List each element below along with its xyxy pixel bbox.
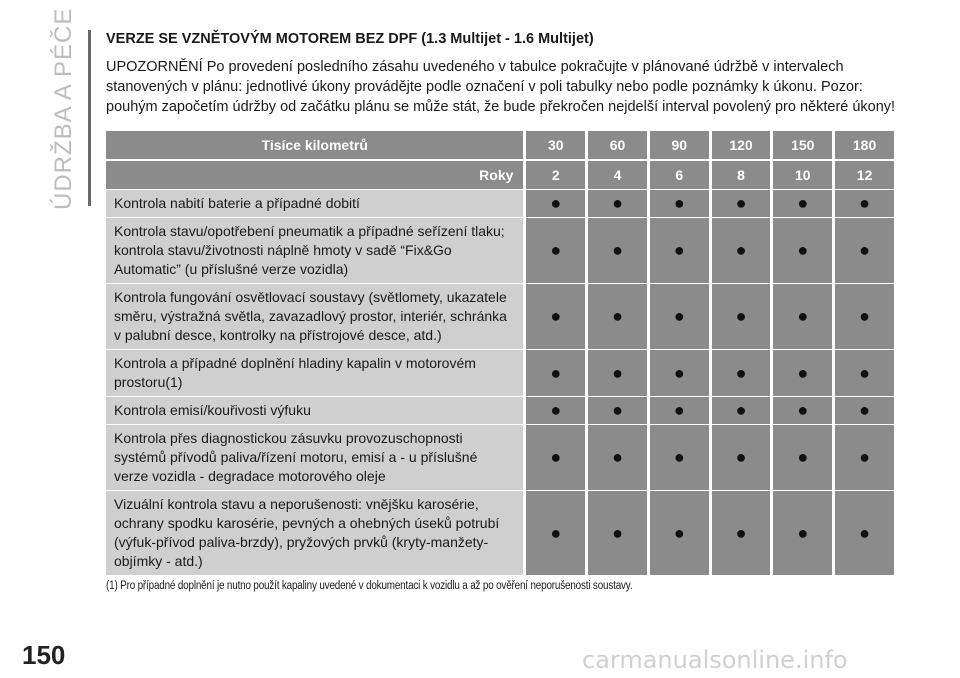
section-divider (88, 30, 91, 206)
header-years-cell: 4 (588, 161, 647, 190)
interval-dot: ● (588, 425, 647, 491)
header-years-cell: 6 (650, 161, 709, 190)
interval-dot: ● (526, 491, 585, 576)
table-row (106, 218, 894, 284)
interval-dot: ● (526, 284, 585, 350)
table-row (106, 491, 894, 576)
row-label: Kontrola a případné doplnění hladiny kapalin v motorovém prostoru(1) (106, 350, 523, 397)
interval-dot: ● (835, 190, 894, 218)
watermark: carmanualsonline.info (582, 646, 848, 674)
intro-paragraph: UPOZORNĚNÍ Po provedení posledního zásahu uvedeného v tabulce pokračujte v plánované údržbě v intervalech stanovených v plánu: jednotlivé úkony provádějte podle označení v poli tabulky nebo podle poznámky k úkonu. Pozor: pouhým započetím údržby od začátku plánu se může stát, že bude překročen nejdelší interval povolený pro některé úkony! (106, 59, 896, 115)
row-label: Vizuální kontrola stavu a neporušenosti: vnějšku karosérie, ochrany spodku karosérie, pevných a ohebných úseků potrubí (výfuk-přívod paliva-brzdy), pryžových prvků (kryty-manžety-objímky - atd.) (106, 491, 523, 576)
section-heading: VERZE SE VZNĚTOVÝM MOTOREM BEZ DPF (1.3 Multijet - 1.6 Multijet) (106, 31, 594, 47)
table-row (106, 284, 894, 350)
interval-dot: ● (773, 350, 832, 397)
interval-dot: ● (526, 425, 585, 491)
interval-dot: ● (712, 190, 771, 218)
interval-dot: ● (650, 218, 709, 284)
header-km-cell: 150 (773, 131, 832, 159)
interval-dot: ● (712, 397, 771, 425)
header-years-cell: 8 (712, 161, 771, 190)
interval-dot: ● (588, 284, 647, 350)
interval-dot: ● (712, 350, 771, 397)
interval-dot: ● (835, 491, 894, 576)
page-content (106, 30, 896, 592)
header-km-label: Tisíce kilometrů (106, 131, 523, 159)
row-label: Kontrola fungování osvětlovací soustavy (světlomety, ukazatele směru, výstražná světla, zavazadlový prostor, interiér, schránka v palubní desce, kontrolky na přístrojové desce, atd.) (106, 284, 523, 350)
interval-dot: ● (650, 190, 709, 218)
table-row (106, 397, 894, 425)
header-years-label: Roky (106, 161, 523, 190)
row-label: Kontrola emisí/kouřivosti výfuku (106, 397, 523, 425)
interval-dot: ● (712, 425, 771, 491)
interval-dot: ● (835, 425, 894, 491)
interval-dot: ● (835, 284, 894, 350)
interval-dot: ● (650, 284, 709, 350)
header-km-cell: 180 (835, 131, 894, 159)
interval-dot: ● (650, 350, 709, 397)
interval-dot: ● (773, 491, 832, 576)
interval-dot: ● (712, 284, 771, 350)
interval-dot: ● (835, 350, 894, 397)
row-label: Kontrola nabití baterie a případné dobití (106, 190, 523, 218)
interval-dot: ● (835, 218, 894, 284)
interval-dot: ● (773, 190, 832, 218)
header-km-cell: 120 (712, 131, 771, 159)
header-km-cell: 30 (526, 131, 585, 159)
interval-dot: ● (588, 397, 647, 425)
table-row (106, 425, 894, 491)
interval-dot: ● (773, 397, 832, 425)
interval-dot: ● (588, 491, 647, 576)
interval-dot: ● (588, 190, 647, 218)
interval-dot: ● (773, 425, 832, 491)
table-row (106, 350, 894, 397)
interval-dot: ● (835, 397, 894, 425)
row-label: Kontrola přes diagnostickou zásuvku provozuschopnosti systémů přívodů paliva/řízení motoru, emisí a - u příslušné verze vozidla - degradace motorového oleje (106, 425, 523, 491)
header-years-cell: 10 (773, 161, 832, 190)
interval-dot: ● (650, 491, 709, 576)
header-years-cell: 2 (526, 161, 585, 190)
section-title: ÚDRŽBA A PÉČE (50, 7, 77, 210)
interval-dot: ● (773, 218, 832, 284)
row-label: Kontrola stavu/opotřebení pneumatik a případné seřízení tlaku; kontrola stavu/životnosti náplně hmoty v sadě “Fix&Go Automatic” (u příslušné verze vozidla) (106, 218, 523, 284)
maintenance-schedule-table (103, 131, 897, 576)
table-body (106, 190, 894, 576)
interval-dot: ● (650, 425, 709, 491)
page-number: 150 (22, 640, 66, 670)
table-row (106, 190, 894, 218)
header-km-cell: 90 (650, 131, 709, 159)
interval-dot: ● (773, 284, 832, 350)
interval-dot: ● (588, 350, 647, 397)
header-row-km (106, 131, 894, 159)
footnote: (1) Pro případné doplnění je nutno použít kapaliny uvedené v dokumentaci k vozidlu a až po ověření neporušenosti soustavy. (106, 580, 633, 592)
header-years-cell: 12 (835, 161, 894, 190)
interval-dot: ● (526, 397, 585, 425)
interval-dot: ● (526, 190, 585, 218)
header-km-cell: 60 (588, 131, 647, 159)
interval-dot: ● (526, 350, 585, 397)
interval-dot: ● (526, 218, 585, 284)
interval-dot: ● (588, 218, 647, 284)
interval-dot: ● (712, 218, 771, 284)
interval-dot: ● (712, 491, 771, 576)
interval-dot: ● (650, 397, 709, 425)
header-row-years (106, 161, 894, 190)
